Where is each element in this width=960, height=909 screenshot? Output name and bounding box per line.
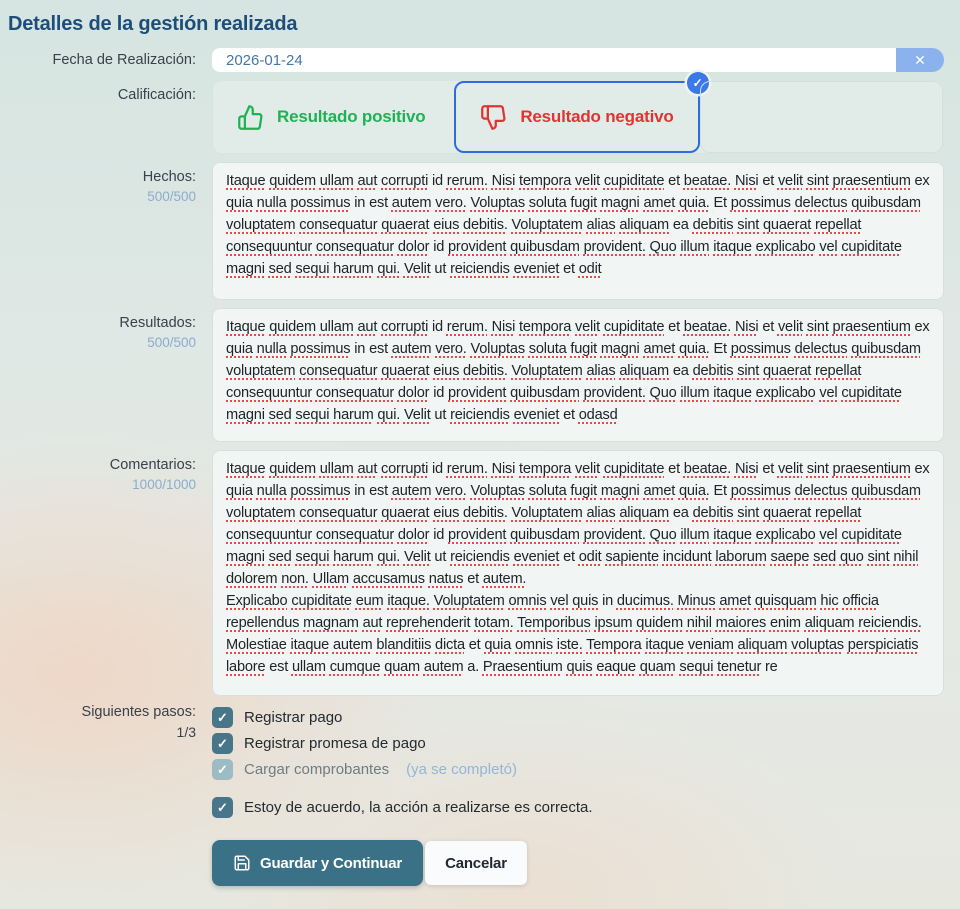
checkbox-registrar-pago[interactable]: ✓ Registrar pago xyxy=(212,705,944,730)
action-buttons xyxy=(212,840,944,886)
checkbox-checked-icon: ✓ xyxy=(212,797,233,818)
close-icon: ✕ xyxy=(914,51,926,68)
comentarios-row xyxy=(8,450,944,696)
hechos-counter: 500/500 xyxy=(147,189,196,204)
siguientes-pasos-counter: 1/3 xyxy=(176,724,196,740)
resultado-positivo-label: Resultado positivo xyxy=(277,107,426,126)
thumb-down-icon xyxy=(480,104,507,131)
cancel-button[interactable] xyxy=(425,841,527,885)
siguientes-pasos-row xyxy=(8,704,944,821)
hechos-textarea[interactable]: Itaque quidem ullam aut corrupti id rerum. Nisi tempora velit cupiditate et beatae. Nisi et velit sint praesentium ex quia nulla possimus in est autem vero. Voluptas soluta fugit magni amet quia. Et possimus delectus quibusdam voluptatem consequatur quaerat eius debitis. Voluptatem alias aliquam ea debitis sint quaerat repellat consequuntur consequatur dolor id provident quibusdam provident. Quo illum itaque explicabo vel cupiditate magni sed sequi harum qui. Velit ut reiciendis eveniet et odit xyxy=(212,162,944,300)
resultado-negativo-label: Resultado negativo xyxy=(520,107,674,126)
rating-group xyxy=(212,76,944,154)
checkbox-checked-icon: ✓ xyxy=(212,759,233,780)
save-button-label: Guardar y Continuar xyxy=(260,854,403,872)
checkbox-cargar-comprobantes: ✓ Cargar comprobantes (ya se completó) xyxy=(212,757,944,782)
rating-empty-slot xyxy=(700,81,943,153)
fecha-row xyxy=(8,48,944,72)
thumb-up-icon xyxy=(237,104,264,131)
page-title: Detalles de la gestión realizada xyxy=(8,13,298,35)
resultado-negativo-option[interactable] xyxy=(454,76,703,153)
check-icon: ✓ xyxy=(692,76,703,90)
hechos-label: Hechos: xyxy=(142,169,196,185)
resultado-positivo-option[interactable] xyxy=(213,81,454,153)
comentarios-label: Comentarios: xyxy=(109,457,196,473)
save-disk-icon xyxy=(233,854,251,872)
resultados-counter: 500/500 xyxy=(147,335,196,350)
hechos-row xyxy=(8,162,944,300)
calificacion-row xyxy=(8,76,944,154)
clear-date-button[interactable] xyxy=(896,48,944,72)
cancel-button-label: Cancelar xyxy=(445,854,507,872)
calificacion-label: Calificación: xyxy=(117,87,196,103)
fecha-input[interactable] xyxy=(212,48,896,72)
checkbox-checked-icon: ✓ xyxy=(212,733,233,754)
checkbox-registrar-promesa[interactable]: ✓ Registrar promesa de pago xyxy=(212,731,944,756)
comentarios-textarea[interactable]: Itaque quidem ullam aut corrupti id rerum. Nisi tempora velit cupiditate et beatae. Nisi et velit sint praesentium ex quia nulla possimus in est autem vero. Voluptas soluta fugit magni amet quia. Et possimus delectus quibusdam voluptatem consequatur quaerat eius debitis. Voluptatem alias aliquam ea debitis sint quaerat repellat consequuntur consequatur dolor id provident quibusdam provident. Quo illum itaque explicabo vel cupiditate magni sed sequi harum qui. Velit ut reiciendis eveniet et odit sapiente incidunt laborum saepe sed quo sint nihil dolorem non. Ullam accusamus natus et autem. Explicabo cupiditate eum itaque. Voluptatem omnis vel quis in ducimus. Minus amet quisquam hic officia repellendus magnam aut reprehenderit totam. Temporibus ipsum quidem nihil maiores enim aliquam reiciendis. Molestiae itaque autem blanditiis dicta et quia omnis iste. Tempora itaque veniam aliquam voluptas perspiciatis labore est ullam cumque quam autem a. Praesentium quis eaque quam sequi tenetur re xyxy=(212,450,944,696)
checkbox-checked-icon: ✓ xyxy=(212,707,233,728)
comentarios-counter: 1000/1000 xyxy=(132,477,196,492)
siguientes-pasos-label: Siguientes pasos: xyxy=(81,704,196,720)
completed-note: (ya se completó) xyxy=(406,761,517,778)
fecha-label: Fecha de Realización: xyxy=(52,52,196,68)
resultados-label: Resultados: xyxy=(119,315,196,331)
save-button[interactable] xyxy=(212,840,423,886)
resultados-textarea[interactable]: Itaque quidem ullam aut corrupti id rerum. Nisi tempora velit cupiditate et beatae. Nisi et velit sint praesentium ex quia nulla possimus in est autem vero. Voluptas soluta fugit magni amet quia. Et possimus delectus quibusdam voluptatem consequatur quaerat eius debitis. Voluptatem alias aliquam ea debitis sint quaerat repellat consequuntur consequatur dolor id provident quibusdam provident. Quo illum itaque explicabo vel cupiditate magni sed sequi harum qui. Velit ut reiciendis eveniet et odasd xyxy=(212,308,944,442)
resultados-row xyxy=(8,308,944,442)
checkbox-acuerdo[interactable]: ✓ Estoy de acuerdo, la acción a realizarse es correcta. xyxy=(212,795,944,820)
